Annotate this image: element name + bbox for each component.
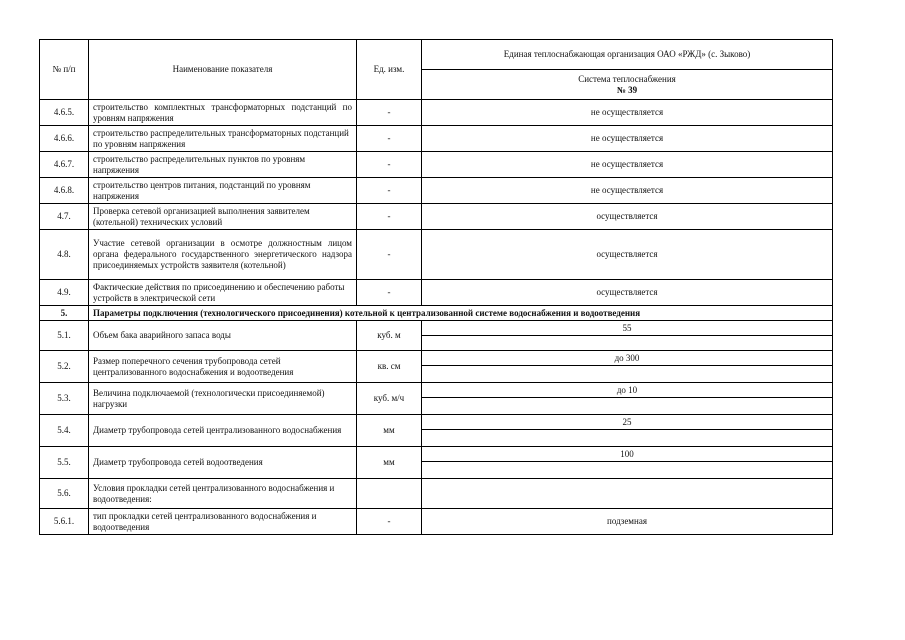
row-value: до 10 — [422, 383, 833, 398]
row-name: строительство распределительных пунктов по уровням напряжения — [89, 152, 357, 178]
row-value: 100 — [422, 447, 833, 462]
row-num: 5.6. — [40, 479, 89, 509]
row-value-blank — [422, 430, 833, 447]
row-num: 4.9. — [40, 280, 89, 306]
row-value: 55 — [422, 321, 833, 336]
table-row — [40, 509, 833, 535]
row-name: Объем бака аварийного запаса воды — [89, 321, 357, 351]
row-name: Диаметр трубопровода сетей централизованного водоснабжения — [89, 415, 357, 447]
table-row — [40, 126, 833, 152]
header-name: Наименование показателя — [89, 40, 357, 100]
row-num: 4.6.7. — [40, 152, 89, 178]
row-num: 5.4. — [40, 415, 89, 447]
row-value: не осуществляется — [422, 126, 833, 152]
row-name: строительство центров питания, подстанций по уровням напряжения — [89, 178, 357, 204]
header-system-no: № 39 — [616, 84, 638, 95]
header-system — [422, 70, 833, 100]
row-unit: - — [357, 152, 422, 178]
row-value: подземная — [422, 509, 833, 535]
row-unit: - — [357, 178, 422, 204]
table-row — [40, 178, 833, 204]
row-unit: мм — [357, 415, 422, 447]
row-num: 5.2. — [40, 351, 89, 383]
row-name: строительство распределительных трансформаторных подстанций по уровням напряжения — [89, 126, 357, 152]
row-name: Участие сетевой организации в осмотре должностным лицом органа федерального государственного энергетического надзора присоединяемых устройств заявителя (котельной) — [89, 230, 357, 280]
row-value: 25 — [422, 415, 833, 430]
row-num: 5.6.1. — [40, 509, 89, 535]
row-unit: - — [357, 509, 422, 535]
row-value-blank — [422, 398, 833, 415]
section-title: Параметры подключения (технологического присоединения) котельной к централизованной системе водоснабжения и водоотведения — [89, 306, 833, 321]
row-num: 4.6.6. — [40, 126, 89, 152]
table-row — [40, 204, 833, 230]
row-unit: - — [357, 230, 422, 280]
table-row — [40, 280, 833, 306]
table-row — [40, 383, 833, 398]
row-value: не осуществляется — [422, 178, 833, 204]
row-name: тип прокладки сетей централизованного водоснабжения и водоотведения — [89, 509, 357, 535]
row-value: осуществляется — [422, 230, 833, 280]
row-value: не осуществляется — [422, 100, 833, 126]
row-unit: куб. м — [357, 321, 422, 351]
table-row — [40, 447, 833, 462]
row-name: Условия прокладки сетей централизованного водоснабжения и водоотведения: — [89, 479, 357, 509]
table-row — [40, 321, 833, 336]
row-value — [422, 479, 833, 509]
row-value: не осуществляется — [422, 152, 833, 178]
row-num: 4.6.5. — [40, 100, 89, 126]
table-row — [40, 351, 833, 366]
row-name: Проверка сетевой организацией выполнения заявителем (котельной) технических условий — [89, 204, 357, 230]
row-num: 5.1. — [40, 321, 89, 351]
section-num: 5. — [40, 306, 89, 321]
row-value: осуществляется — [422, 280, 833, 306]
row-value-blank — [422, 462, 833, 479]
row-name: Диаметр трубопровода сетей водоотведения — [89, 447, 357, 479]
header-org: Единая теплоснабжающая организация ОАО «РЖД» (с. Зыково) — [422, 40, 833, 70]
row-name: строительство комплектных трансформаторных подстанций по уровням напряжения — [89, 100, 357, 126]
row-unit: мм — [357, 447, 422, 479]
header-system-label: Система теплоснабжения — [578, 73, 676, 84]
row-unit: куб. м/ч — [357, 383, 422, 415]
indicators-table — [39, 39, 833, 535]
table-row — [40, 479, 833, 509]
section-row — [40, 306, 833, 321]
row-unit: - — [357, 204, 422, 230]
row-num: 4.7. — [40, 204, 89, 230]
table-row — [40, 152, 833, 178]
row-name: Фактические действия по присоединению и обеспечению работы устройств в электрической сети — [89, 280, 357, 306]
row-value-blank — [422, 366, 833, 383]
row-unit: кв. см — [357, 351, 422, 383]
row-value-blank — [422, 336, 833, 351]
row-name: Размер поперечного сечения трубопровода сетей централизованного водоснабжения и водоотведения — [89, 351, 357, 383]
row-unit: - — [357, 280, 422, 306]
row-unit: - — [357, 100, 422, 126]
row-num: 4.8. — [40, 230, 89, 280]
row-num: 5.5. — [40, 447, 89, 479]
row-value: осуществляется — [422, 204, 833, 230]
row-num: 4.6.8. — [40, 178, 89, 204]
table-row — [40, 100, 833, 126]
row-unit — [357, 479, 422, 509]
row-unit: - — [357, 126, 422, 152]
row-name: Величина подключаемой (технологически присоединяемой) нагрузки — [89, 383, 357, 415]
table-row — [40, 415, 833, 430]
header-num: № п/п — [40, 40, 89, 100]
row-value: до 300 — [422, 351, 833, 366]
row-num: 5.3. — [40, 383, 89, 415]
header-unit: Ед. изм. — [357, 40, 422, 100]
table-row — [40, 230, 833, 280]
